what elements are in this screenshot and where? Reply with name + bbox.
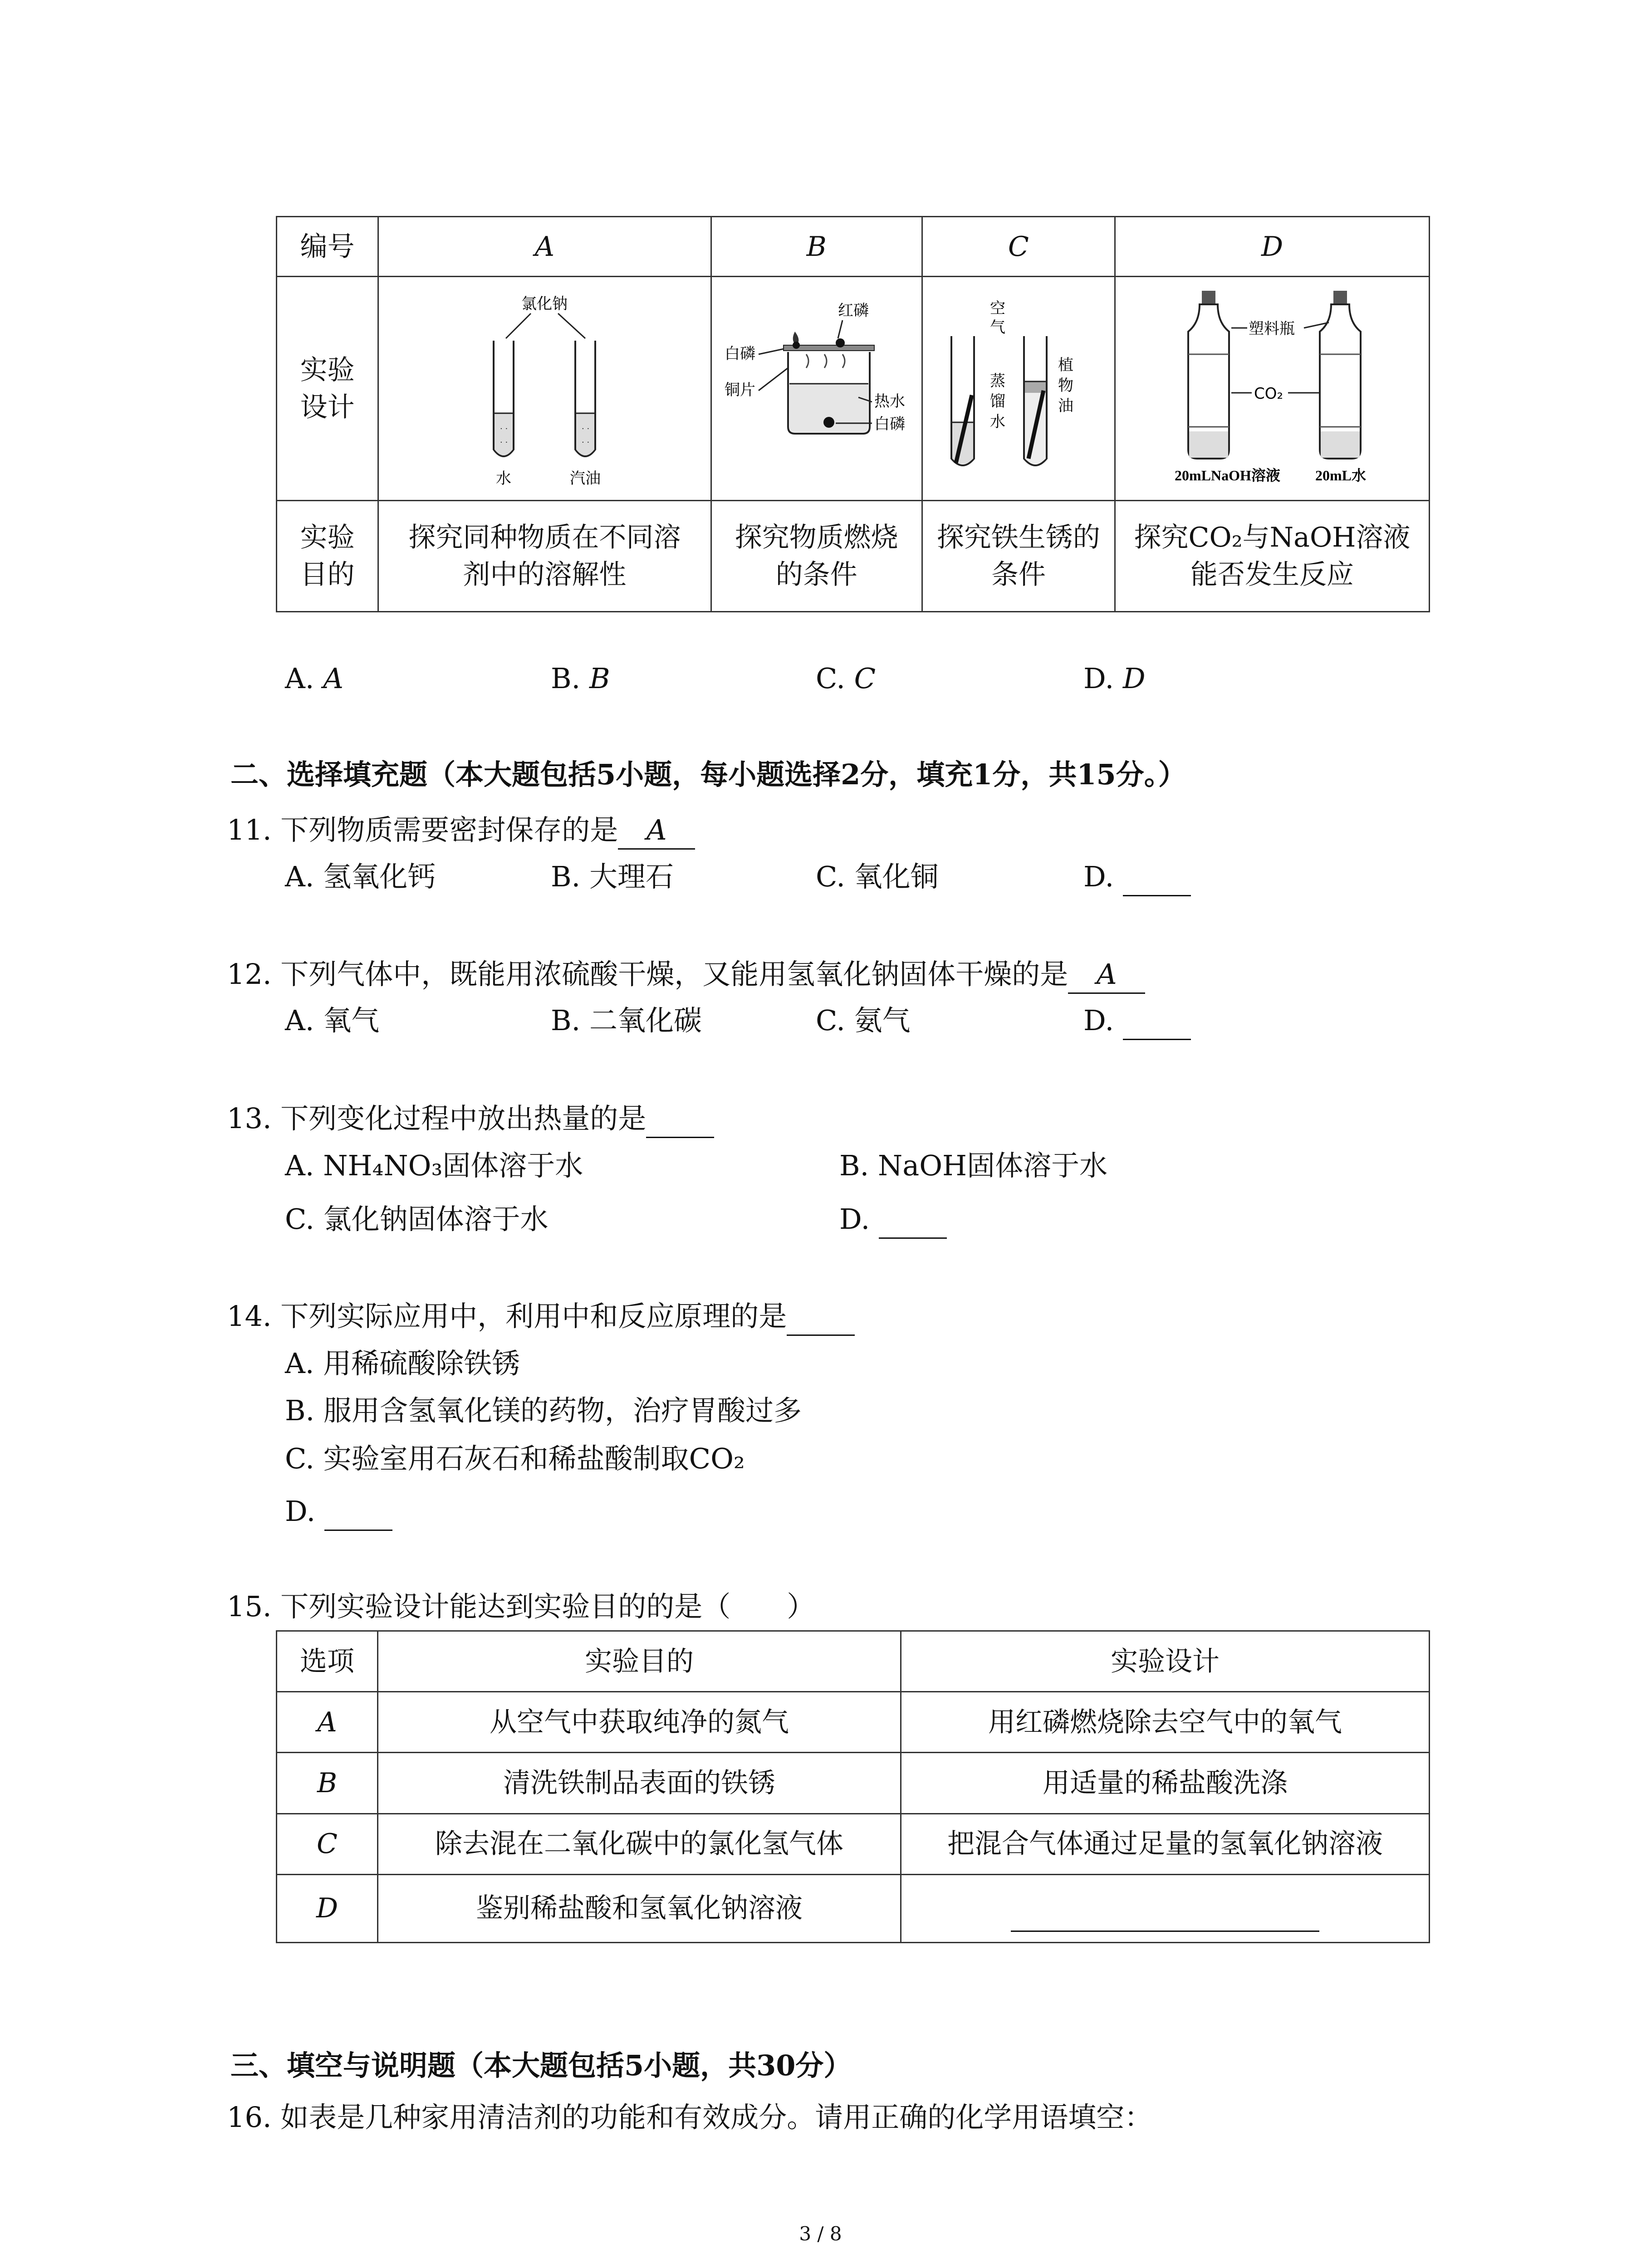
option-letter: C. bbox=[816, 662, 854, 695]
q11-stem bbox=[227, 812, 695, 850]
q10-option-c bbox=[816, 660, 876, 697]
purpose-row bbox=[277, 501, 1430, 612]
plastic-bottle-label: 塑料瓶 bbox=[1249, 320, 1295, 338]
option-value: D bbox=[1122, 662, 1146, 695]
option-value: C bbox=[854, 662, 876, 695]
air-label-2: 气 bbox=[989, 318, 1005, 337]
q10-option-a bbox=[285, 660, 343, 697]
air-label-1: 空 bbox=[989, 299, 1005, 318]
header-cell: 实验目的 bbox=[378, 1631, 901, 1692]
plastic-bottle-left bbox=[1188, 291, 1229, 459]
answer-blank[interactable]: A bbox=[1068, 956, 1145, 994]
purpose-c: 探究铁生锈的条件 bbox=[922, 501, 1115, 612]
design-cell: 把混合气体通过足量的氢氧化钠溶液 bbox=[901, 1813, 1430, 1874]
q12-option-c: C. 氨气 bbox=[816, 1004, 911, 1037]
design-cell: 用红磷燃烧除去空气中的氧气 bbox=[901, 1692, 1430, 1753]
question-text: 12. 下列气体中，既能用浓硫酸干燥，又能用氢氧化钠固体干燥的是 bbox=[227, 958, 1068, 991]
answer-blank[interactable] bbox=[1011, 1893, 1319, 1932]
q11-option-a: A. 氢氧化钙 bbox=[285, 860, 436, 893]
copper-plate-label: 铜片 bbox=[724, 381, 755, 399]
q13-option-b: B. NaOH固体溶于水 bbox=[839, 1149, 1108, 1182]
purpose-a: 探究同种物质在不同溶剂中的溶解性 bbox=[378, 501, 711, 612]
q11-option-c: C. 氧化铜 bbox=[816, 860, 939, 893]
table-header-row bbox=[277, 217, 1430, 277]
white-phosphorus-top-label: 白磷 bbox=[724, 345, 755, 363]
q15-table bbox=[276, 1630, 1430, 1943]
q14-option-b: B. 服用含氢氧化镁的药物，治疗胃酸过多 bbox=[285, 1394, 802, 1427]
q12-stem bbox=[227, 956, 1145, 994]
purpose-cell: 鉴别稀盐酸和氢氧化钠溶液 bbox=[378, 1874, 901, 1942]
svg-text:· ·: · · bbox=[582, 424, 590, 434]
figure-c-cell bbox=[922, 277, 1115, 501]
plant-oil-label-1: 植 bbox=[1058, 356, 1073, 374]
nacl-label: 氯化钠 bbox=[521, 295, 568, 313]
q12-option-d bbox=[1083, 1002, 1191, 1040]
q12-option-b: B. 二氧化碳 bbox=[551, 1004, 702, 1037]
q13-option-d bbox=[839, 1201, 947, 1239]
option-value: A bbox=[323, 662, 343, 695]
q14-stem bbox=[227, 1298, 855, 1336]
question-text: 14. 下列实际应用中，利用中和反应原理的是 bbox=[227, 1300, 787, 1333]
answer-blank[interactable] bbox=[646, 1100, 714, 1138]
plastic-bottle-right bbox=[1320, 291, 1361, 459]
plant-oil-label-2: 物 bbox=[1058, 376, 1073, 395]
purpose-cell: 从空气中获取纯净的氮气 bbox=[378, 1692, 901, 1753]
naoh-solution-label: 20mLNaOH溶液 bbox=[1175, 467, 1280, 484]
q13-option-a: A. NH₄NO₃固体溶于水 bbox=[285, 1149, 583, 1182]
option-cell: C bbox=[277, 1813, 378, 1874]
purpose-d: 探究CO₂与NaOH溶液能否发生反应 bbox=[1115, 501, 1430, 612]
page-number: 3 / 8 bbox=[799, 2223, 842, 2245]
header-cell: A bbox=[378, 217, 711, 277]
q10-option-d bbox=[1083, 660, 1146, 697]
q11-option-d bbox=[1083, 859, 1191, 896]
experiment-table bbox=[276, 216, 1430, 612]
combustion-figure bbox=[715, 277, 918, 490]
test-tube-water bbox=[494, 341, 514, 456]
q15-stem: 15. 下列实验设计能达到实验目的的是（ ） bbox=[227, 1590, 815, 1623]
section-3-heading: 三、填空与说明题（本大题包括5小题，共30分） bbox=[230, 2049, 852, 2082]
design-row bbox=[277, 277, 1430, 501]
distilled-water-label-3: 水 bbox=[989, 413, 1005, 431]
option-value: B bbox=[589, 662, 610, 695]
option-letter: D. bbox=[1083, 662, 1123, 695]
option-letter: D. bbox=[839, 1202, 879, 1236]
distilled-water-label-2: 馏 bbox=[989, 392, 1005, 411]
option-cell: B bbox=[277, 1753, 378, 1813]
q16-stem: 16. 如表是几种家用清洁剂的功能和有效成分。请用正确的化学用语填空： bbox=[227, 2101, 1153, 2134]
option-letter: D. bbox=[285, 1495, 324, 1528]
q14-option-a: A. 用稀硫酸除铁锈 bbox=[285, 1347, 520, 1380]
answer-blank[interactable] bbox=[324, 1493, 392, 1531]
header-cell: 选项 bbox=[277, 1631, 378, 1692]
q11-option-b: B. 大理石 bbox=[551, 860, 674, 893]
q12-option-a: A. 氧气 bbox=[285, 1004, 380, 1037]
header-cell: C bbox=[922, 217, 1115, 277]
table-row bbox=[277, 1813, 1430, 1874]
water-label: 水 bbox=[496, 469, 512, 488]
option-letter: A. bbox=[285, 662, 323, 695]
svg-text:· ·: · · bbox=[500, 424, 508, 434]
purpose-b: 探究物质燃烧的条件 bbox=[711, 501, 922, 612]
answer-blank[interactable] bbox=[1123, 859, 1191, 896]
header-cell: 实验设计 bbox=[901, 1631, 1430, 1692]
answer-blank[interactable] bbox=[1123, 1002, 1191, 1040]
option-cell: D bbox=[277, 1874, 378, 1942]
option-cell: A bbox=[277, 1692, 378, 1753]
q14-option-c: C. 实验室用石灰石和稀盐酸制取CO₂ bbox=[285, 1442, 745, 1475]
purpose-label: 实验目的 bbox=[277, 501, 378, 612]
gasoline-label: 汽油 bbox=[570, 469, 601, 488]
question-text: 13. 下列变化过程中放出热量的是 bbox=[227, 1102, 647, 1135]
co2-label: CO₂ bbox=[1254, 385, 1283, 403]
figure-b-cell bbox=[711, 277, 922, 501]
section-2-heading: 二、选择填充题（本大题包括5小题，每小题选择2分，填充1分，共15分。） bbox=[230, 758, 1186, 791]
solubility-test-figure bbox=[386, 277, 703, 490]
table-row bbox=[277, 1753, 1430, 1813]
answer-blank[interactable] bbox=[879, 1201, 947, 1239]
distilled-water-label-1: 蒸 bbox=[989, 372, 1005, 390]
q10-option-b bbox=[551, 660, 610, 697]
svg-text:· ·: · · bbox=[500, 438, 508, 447]
rusting-figure bbox=[926, 277, 1111, 490]
question-text: 11. 下列物质需要密封保存的是 bbox=[227, 813, 618, 846]
option-letter: D. bbox=[1083, 1004, 1123, 1037]
purpose-cell: 除去混在二氧化碳中的氯化氢气体 bbox=[378, 1813, 901, 1874]
table-row bbox=[277, 1692, 1430, 1753]
option-letter: B. bbox=[551, 662, 589, 695]
red-phosphorus-label: 红磷 bbox=[838, 302, 869, 320]
q14-option-d bbox=[285, 1493, 392, 1531]
answer-blank[interactable]: A bbox=[618, 812, 695, 850]
purpose-cell: 清洗铁制品表面的铁锈 bbox=[378, 1753, 901, 1813]
figure-a-cell bbox=[378, 277, 711, 501]
q13-option-c: C. 氯化钠固体溶于水 bbox=[285, 1202, 549, 1236]
hot-water-label: 热水 bbox=[874, 392, 905, 411]
header-cell: B bbox=[711, 217, 922, 277]
plant-oil-label-3: 油 bbox=[1058, 397, 1073, 415]
svg-text:· ·: · · bbox=[582, 438, 590, 447]
test-tube-gasoline bbox=[575, 341, 595, 456]
header-cell: D bbox=[1115, 217, 1430, 277]
table-header-row bbox=[277, 1631, 1430, 1692]
option-letter: D. bbox=[1083, 860, 1123, 893]
design-label: 实验设计 bbox=[277, 277, 378, 501]
design-cell: 用适量的稀盐酸洗涤 bbox=[901, 1753, 1430, 1813]
co2-naoh-figure bbox=[1116, 277, 1429, 490]
q13-stem bbox=[227, 1100, 714, 1138]
answer-blank[interactable] bbox=[787, 1298, 855, 1336]
table-row bbox=[277, 1874, 1430, 1942]
white-phosphorus-bottom-label: 白磷 bbox=[874, 415, 905, 433]
design-cell bbox=[901, 1874, 1430, 1942]
header-cell: 编号 bbox=[277, 217, 378, 277]
figure-d-cell bbox=[1115, 277, 1430, 501]
water-20ml-label: 20mL水 bbox=[1315, 467, 1367, 484]
